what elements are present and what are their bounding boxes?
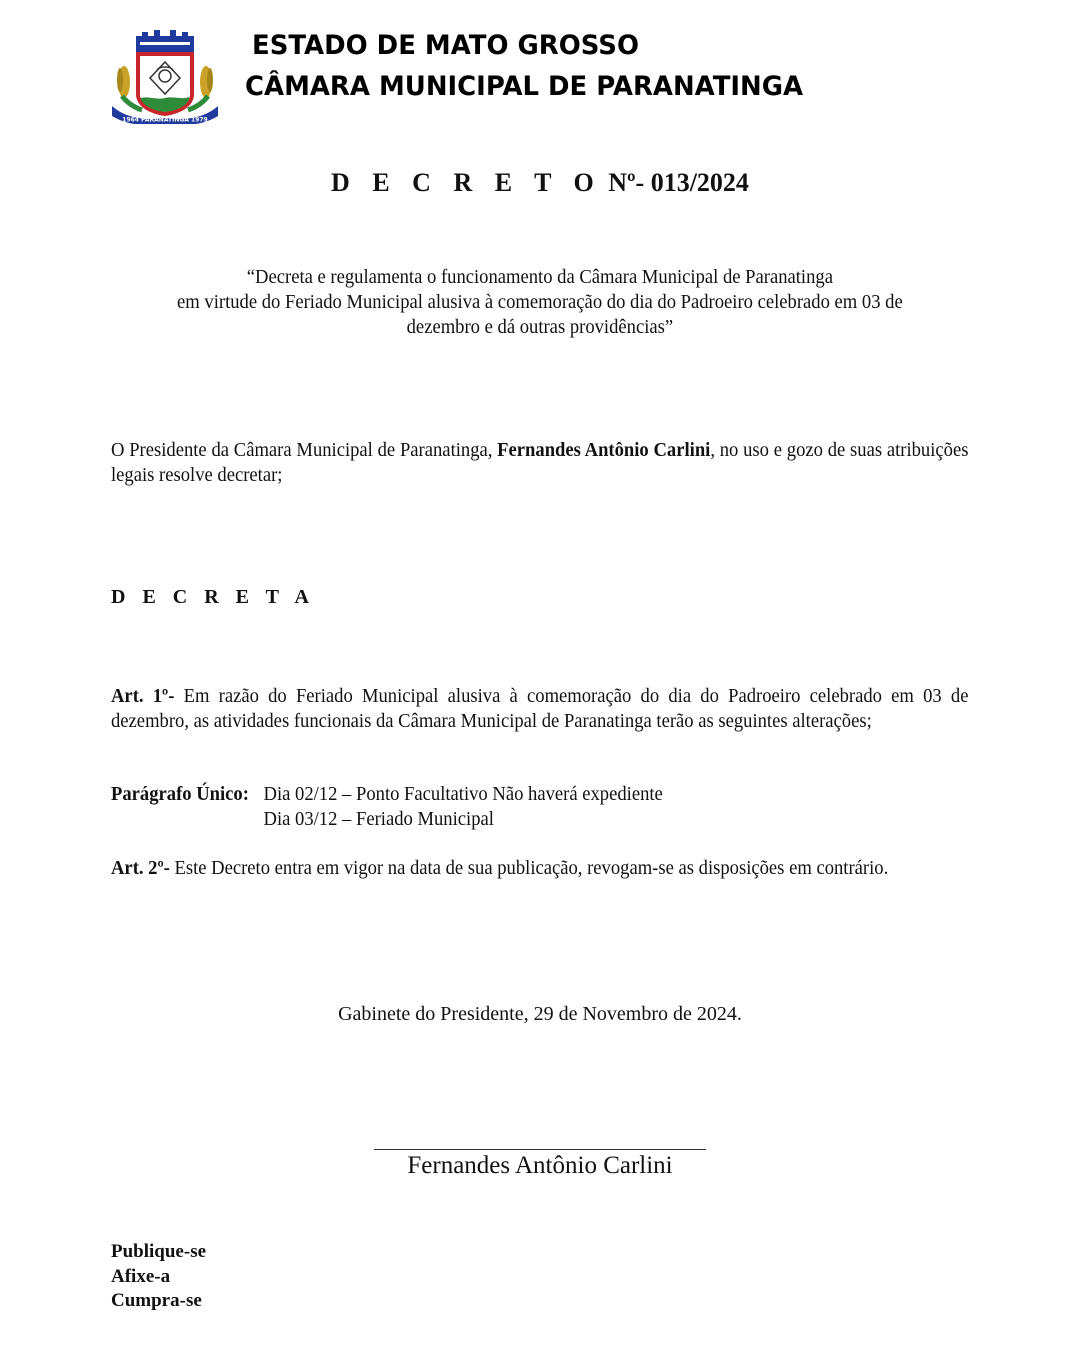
summary-line-2: em virtude do Feriado Municipal alusiva à comemoração do dia do Padroeiro celebrado em 03 de [177, 291, 903, 313]
preamble-text-after: , no uso e gozo de suas atribuições legais resolve decretar; [111, 439, 969, 486]
shield-icon [138, 54, 192, 114]
closing-publique: Publique-se [111, 1241, 207, 1262]
article-1-label: Art. 1º- [111, 685, 175, 707]
decree-summary [80, 265, 1000, 340]
place-and-date: Gabinete do Presidente, 29 de Novembro de 2024. [338, 1003, 742, 1025]
closing-afixe: Afixe-a [111, 1265, 171, 1287]
paragraph-item: Dia 03/12 – Feriado Municipal [263, 808, 494, 830]
municipal-crest-logo [108, 24, 222, 124]
article-2-text: Este Decreto entra em vigor na data de sua publicação, revogam-se as disposições em contrário. [169, 857, 889, 879]
decree-title [0, 168, 1080, 198]
article-1-text: Em razão do Feriado Municipal alusiva à comemoração do dia do Padroeiro celebrado em 03 de dezembro, as atividades funcionais da Câmara Municipal de Paranatinga terão as seguintes alterações; [111, 685, 969, 732]
state-heading: ESTADO DE MATO GROSSO [252, 30, 639, 61]
closing-cumpra: Cumpra-se [111, 1290, 202, 1311]
signatory-name: Fernandes Antônio Carlini [407, 1152, 673, 1179]
chamber-heading: CÂMARA MUNICIPAL DE PARANATINGA [245, 71, 804, 102]
preamble-text-before: O Presidente da Câmara Municipal de Paranatinga, [111, 439, 498, 461]
signature-line [374, 1149, 706, 1150]
decree-title-word: D E C R E T O [331, 168, 602, 197]
preamble-paragraph [111, 438, 969, 488]
summary-line-3: dezembro e dá outras providências” [406, 316, 674, 338]
paragraph-unico-label: Parágrafo Único: [111, 783, 249, 805]
article-2 [111, 856, 969, 881]
article-1 [111, 684, 969, 734]
paragraph-item: Dia 02/12 – Ponto Facultativo Não haverá expediente [263, 783, 663, 805]
president-name: Fernandes Antônio Carlini [497, 439, 711, 461]
article-2-label: Art. 2º- [111, 857, 170, 879]
decree-number: Nº- 013/2024 [608, 168, 749, 197]
crown-icon [136, 30, 194, 52]
paragraph-unico [111, 782, 811, 832]
decreta-heading: D E C R E T A [111, 586, 315, 608]
summary-line-1: “Decreta e regulamenta o funcionamento da Câmara Municipal de Paranatinga [246, 266, 833, 288]
svg-text:1964 PARANATINGA 1979: 1964 PARANATINGA 1979 [122, 116, 208, 124]
closing-formulas [111, 1240, 206, 1314]
